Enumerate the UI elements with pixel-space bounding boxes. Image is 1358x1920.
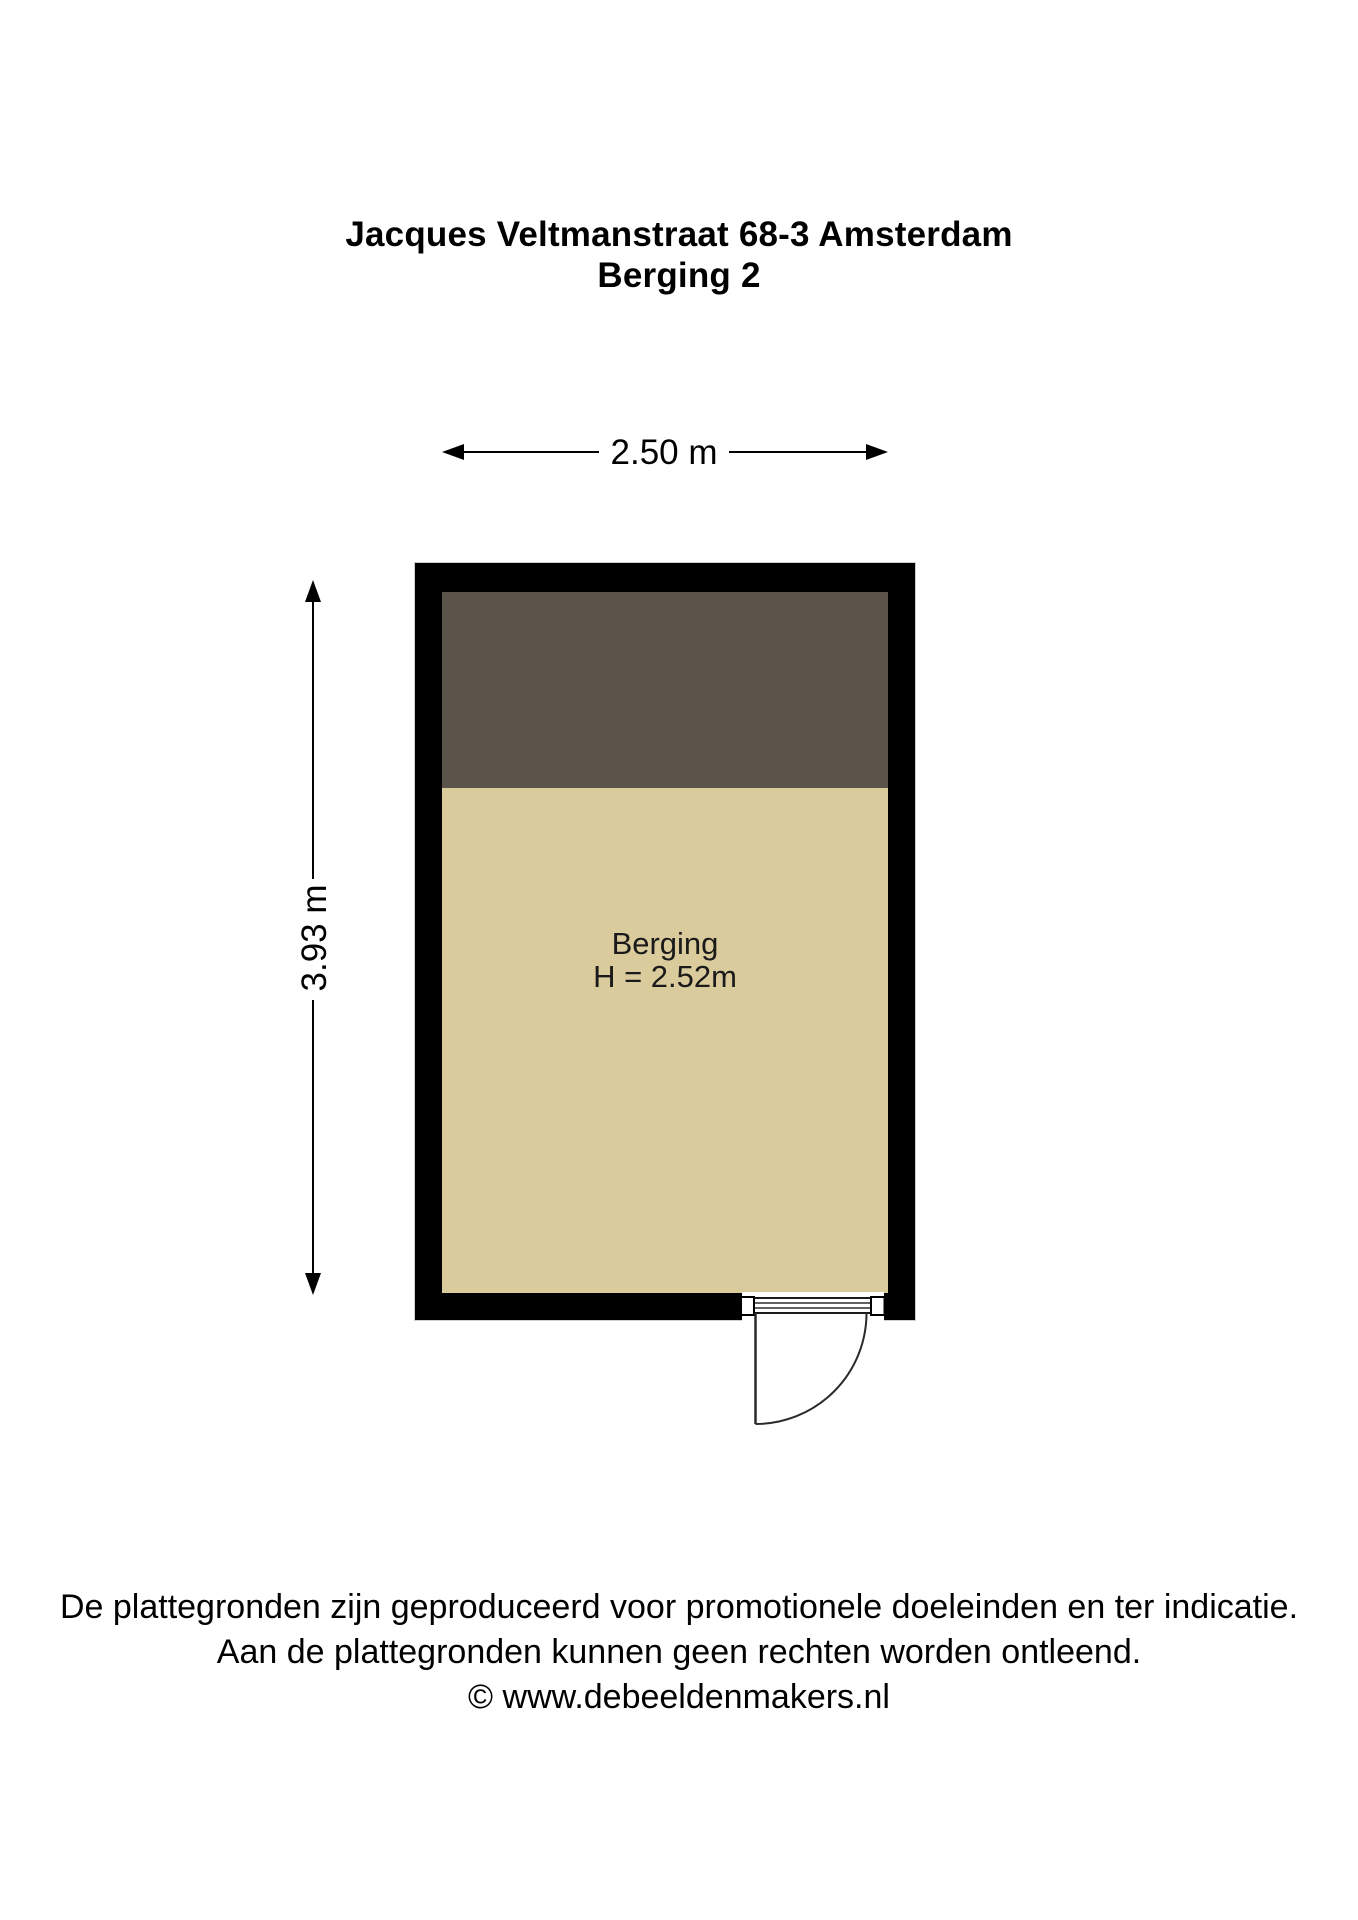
arrow-up-icon (305, 580, 321, 602)
door-opening (742, 1292, 884, 1322)
disclaimer-line2: Aan de plattegronden kunnen geen rechten worden ontleend. (216, 1633, 1142, 1671)
plan-title-room: Berging 2 (597, 256, 761, 295)
door-swing-arc (756, 1313, 867, 1424)
dimension-height (295, 580, 334, 1295)
arrow-left-icon (442, 444, 464, 460)
arrow-down-icon (305, 1273, 321, 1295)
disclaimer-copyright: © www.debeeldenmakers.nl (468, 1678, 890, 1716)
plan-title-address: Jacques Veltmanstraat 68-3 Amsterdam (345, 215, 1013, 254)
shaded-zone (442, 592, 888, 788)
room-label (442, 927, 888, 993)
plan-title (0, 214, 1358, 296)
floor-area (442, 788, 888, 1293)
arrow-right-icon (866, 444, 888, 460)
room-ceiling-height: H = 2.52m (593, 959, 737, 994)
disclaimer-line1: De plattegronden zijn geproduceerd voor promotionele doeleinden en ter indicatie. (59, 1588, 1299, 1626)
dimension-height-label: 3.93 m (295, 884, 334, 992)
dimension-width (442, 433, 888, 472)
disclaimer (0, 1585, 1358, 1720)
room-name: Berging (611, 926, 719, 961)
dimension-width-label: 2.50 m (610, 433, 718, 472)
